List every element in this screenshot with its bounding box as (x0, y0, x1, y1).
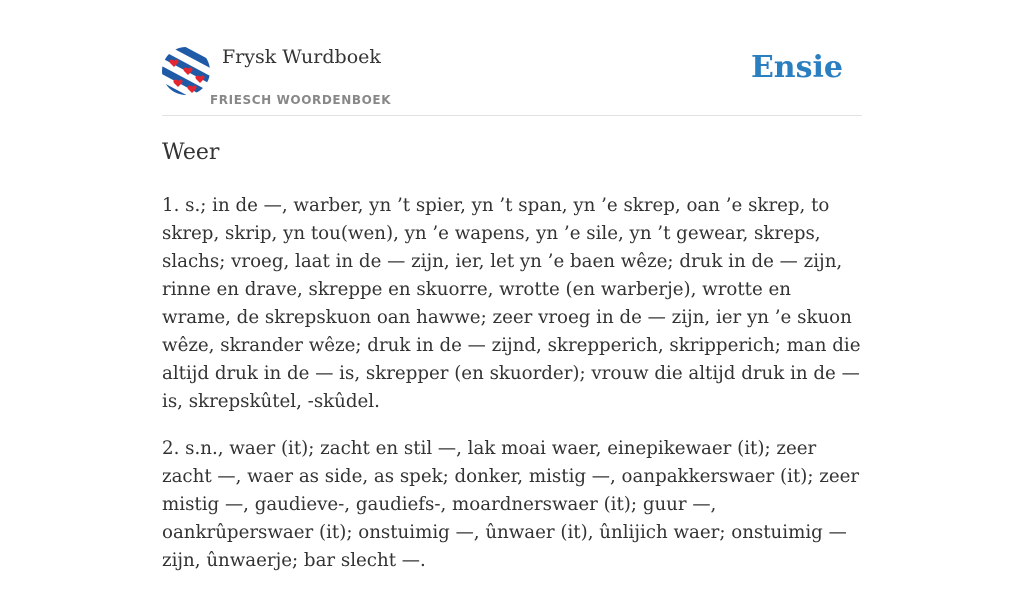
dictionary-title[interactable]: Frysk Wurdboek (222, 46, 381, 68)
definition-paragraph: 1. s.; in de —, warber, yn ’t spier, yn ’t span, yn ’e skrep, oan ’e skrep, to skrep, skrip, yn tou(wen), yn ’e wapens, yn ’e sile, yn ’t gewear, skreps, slachs; vroeg, laat in de — zijn, ier, let yn ’e baen wêze; druk in de — zijn, rinne en drave, skreppe en skuorre, wrotte (en warberje), wrotte en wrame, de skrepskuon oan hawwe; zeer vroeg in de — zijn, ier yn ’e skuon wêze, skrander wêze; druk in de — zijnd, skrepperich, skripperich; man die altijd druk in de — is, skrepper (en skuorder); vrouw die altijd druk in de — is, skrepskûtel, -skûdel. (162, 195, 861, 412)
header-divider (162, 115, 862, 116)
definition-paragraph: 2. s.n., waer (it); zacht en stil —, lak moai waer, einepikewaer (it); zeer zacht —, waer as side, as spek; donker, mistig —, oanpakkerswaer (it); zeer mistig —, gaudieve-, gaudiefs-, moardnerswaer (it); guur —, oankrûperswaer (it); onstuimig —, ûnwaer (it), ûnlijich waer; onstuimig — zijn, ûnwaerje; bar slecht —. (162, 438, 860, 571)
dictionary-subtitle: FRIESCH WOORDENBOEK (210, 93, 392, 107)
ensie-logo-link[interactable]: Ensie (750, 50, 843, 85)
frisian-flag-icon[interactable] (162, 47, 210, 95)
entry-definitions (162, 192, 864, 594)
entry-headword: Weer (162, 140, 220, 165)
